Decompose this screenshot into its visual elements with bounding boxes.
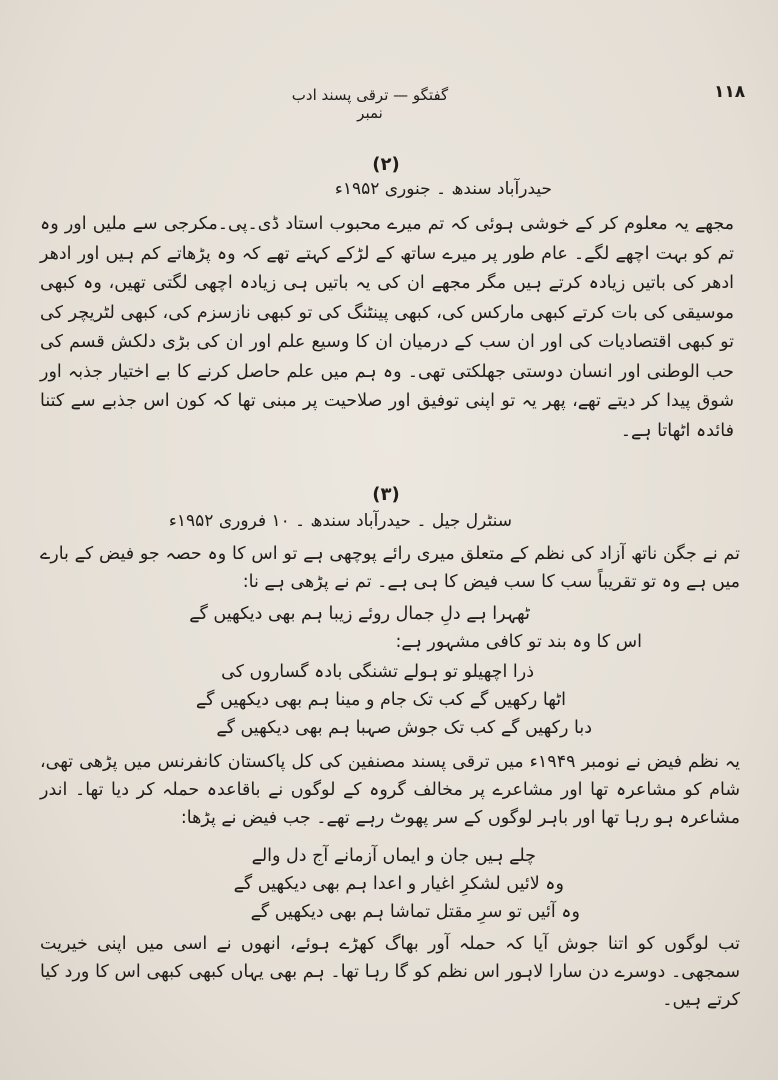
stanza-2-line: وہ آئیں تو سرِ مقتل تماشا ہم بھی دیکھیں گے: [250, 902, 580, 922]
letter-2-number: (۲): [372, 154, 400, 175]
letter-3-intro: تم نے جگن ناتھ آزاد کی نظم کے متعلق میری رائے پوچھی ہے تو اس کا وہ حصہ جو فیض کے بارے میں ہے وہ تو تقریباً سب کا سب فیض کا ہی ہے۔ تم نے پڑھی ہے نا:: [40, 544, 740, 592]
verse-intro: اس کا وہ بند تو کافی مشہور ہے:: [395, 632, 642, 652]
stanza-2-line: چلے ہیں جان و ایماں آزمانے آج دل والے: [251, 846, 536, 866]
letter-3-closing: تب لوگوں کو اتنا جوش آیا کہ حملہ آور بھاگ کھڑے ہوئے، انھوں نے اسی میں اپنی خیریت سمجھی۔ دوسرے دن سارا لاہور اس نظم کو گا رہا تھا۔ ہم بھی یہاں کبھی کبھی اس کا ورد کیا کرتے ہیں۔: [40, 934, 740, 1010]
letter-3-dateline: سنٹرل جیل ۔ حیدرآباد سندھ ۔ ۱۰ فروری ۱۹۵۲ء: [168, 511, 512, 531]
letter-2-paragraph: مجھے یہ معلوم کر کے خوشی ہوئی کہ تم میرے محبوب استاد ڈی۔پی۔مکرجی سے ملیں اور وہ تم کو بہت اچھے لگے۔ عام طور پر میرے ساتھ کے لڑکے کہتے تھے کہ وہ پڑھاتے کم ہیں اور ادھر ادھر کی باتیں زیادہ کرتے ہیں مگر مجھے ان کی یہ باتیں ہی زیادہ اچھی لگتی تھیں، وہ کبھی موسیقی کی بات کرتے کبھی مارکس کی، کبھی پینٹنگ کی تو کبھی نازسزم کی، کبھی لٹریچر کی تو کبھی اقتصادیات کی اور ان سب کے درمیان ان کا وسیع علم اور ان کی بڑی دلکش قسم کی حب الوطنی اور انسان دوستی جھلکتی تھی۔ وہ ہم میں علم حاصل کرنے کا بے اختیار جذبہ اور شوق پیدا کر دیتے تھے، پھر یہ تو اپنی توفیق اور صلاحیت پر مبنی تھا کہ کون اس جذبے سے کتنا فائدہ اٹھاتا ہے۔: [40, 214, 734, 441]
stanza-1-line: ذرا اچھیلو تو ہولے تشنگی بادہ گساروں کی: [221, 662, 534, 682]
stanza-1-line: اٹھا رکھیں گے کب تک جام و مینا ہم بھی دیکھیں گے: [195, 690, 566, 710]
letter-2-dateline: حیدرآباد سندھ ۔ جنوری ۱۹۵۲ء: [334, 179, 552, 199]
running-header: گفتگو — ترقی پسند ادب نمبر: [291, 86, 449, 122]
stanza-2-line: وہ لائیں لشکرِ اغیار و اعدا ہم بھی دیکھیں گے: [233, 874, 564, 894]
stanza-1-line: دبا رکھیں گے کب تک جوش صہبا ہم بھی دیکھیں گے: [216, 718, 592, 738]
letter-3-narrative: یہ نظم فیض نے نومبر ۱۹۴۹ء میں ترقی پسند مصنفین کی کل پاکستان کانفرنس میں پڑھی تھی، شام کو مشاعرہ تھا اور مشاعرے پر مخالف گروہ کے لوگوں نے باقاعدہ حملہ کر دیا تھا۔ اندر مشاعرہ ہو رہا تھا اور باہر لوگوں کے سر پھوٹ رہے تھے۔ جب فیض نے پڑھا:: [40, 752, 740, 828]
verse-line: ٹھہرا ہے دلِ جمال روئے زیبا ہم بھی دیکھیں گے: [189, 604, 530, 624]
letter-3-number: (۳): [372, 484, 400, 505]
page-number: ۱۱۸: [714, 82, 746, 102]
